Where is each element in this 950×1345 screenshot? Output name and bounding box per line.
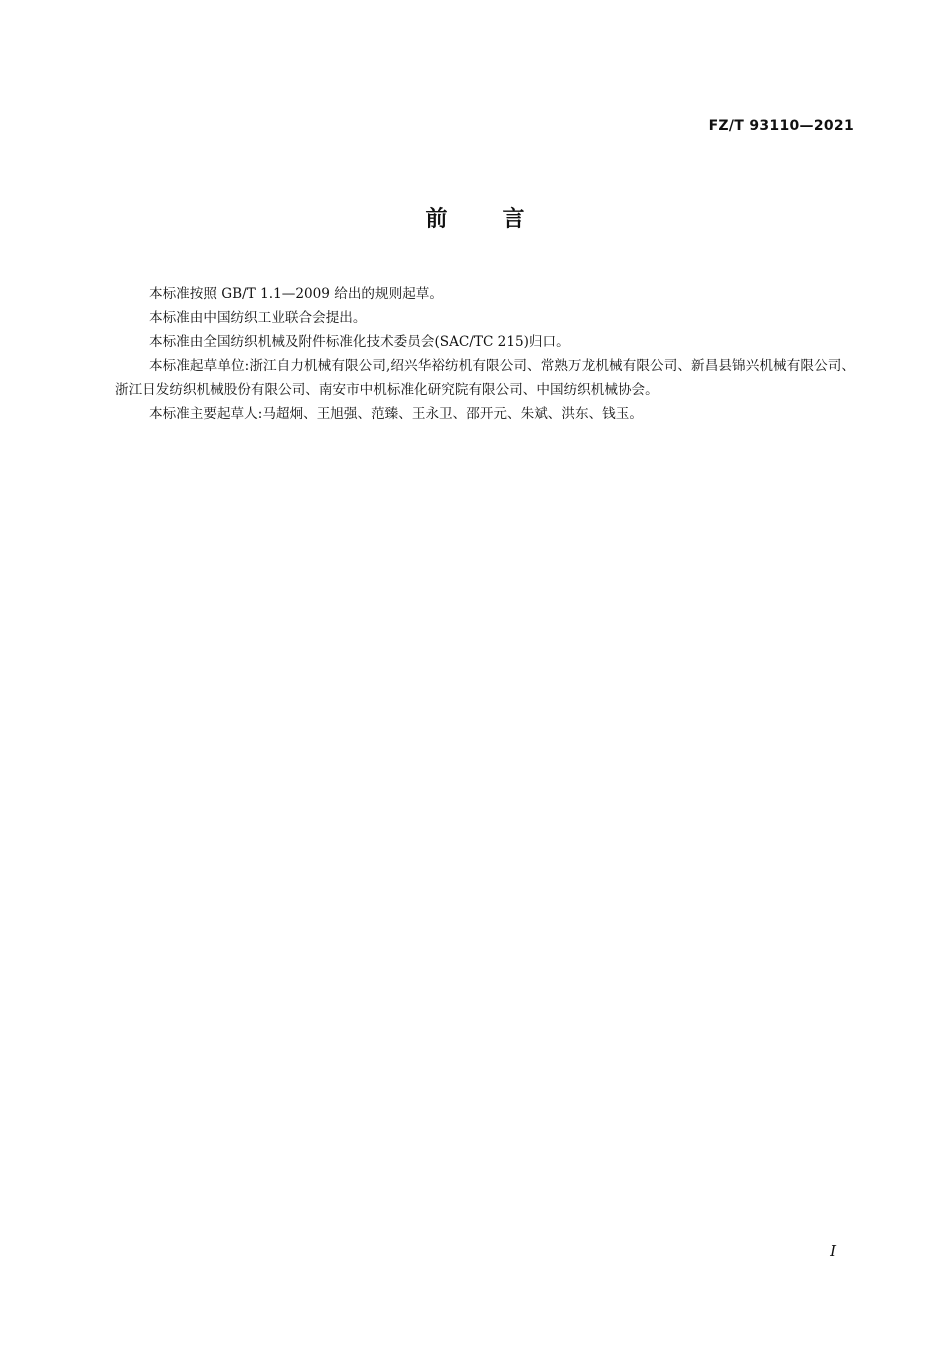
paragraph-proposer: 本标准由中国纺织工业联合会提出。 bbox=[149, 310, 367, 326]
standard-number: FZ/T 93110—2021 bbox=[708, 118, 854, 134]
paragraph-drafting-rules: 本标准按照 GB/T 1.1—2009 给出的规则起草。 bbox=[149, 286, 443, 302]
foreword-body bbox=[115, 282, 855, 426]
page-number: I bbox=[830, 1242, 836, 1260]
paragraph-drafting-units: 本标准起草单位:浙江自力机械有限公司,绍兴华裕纺机有限公司、常熟万龙机械有限公司、新昌县锦兴机械有限公司、浙江日发纺织机械股份有限公司、南安市中机标准化研究院有限公司、中国纺织机械协会。 bbox=[115, 358, 855, 398]
paragraph-drafters: 本标准主要起草人:马超炯、王旭强、范臻、王永卫、邵开元、朱斌、洪东、钱玉。 bbox=[149, 406, 643, 422]
page-title: 前言 bbox=[425, 207, 580, 232]
paragraph-technical-committee: 本标准由全国纺织机械及附件标准化技术委员会(SAC/TC 215)归口。 bbox=[149, 334, 570, 350]
